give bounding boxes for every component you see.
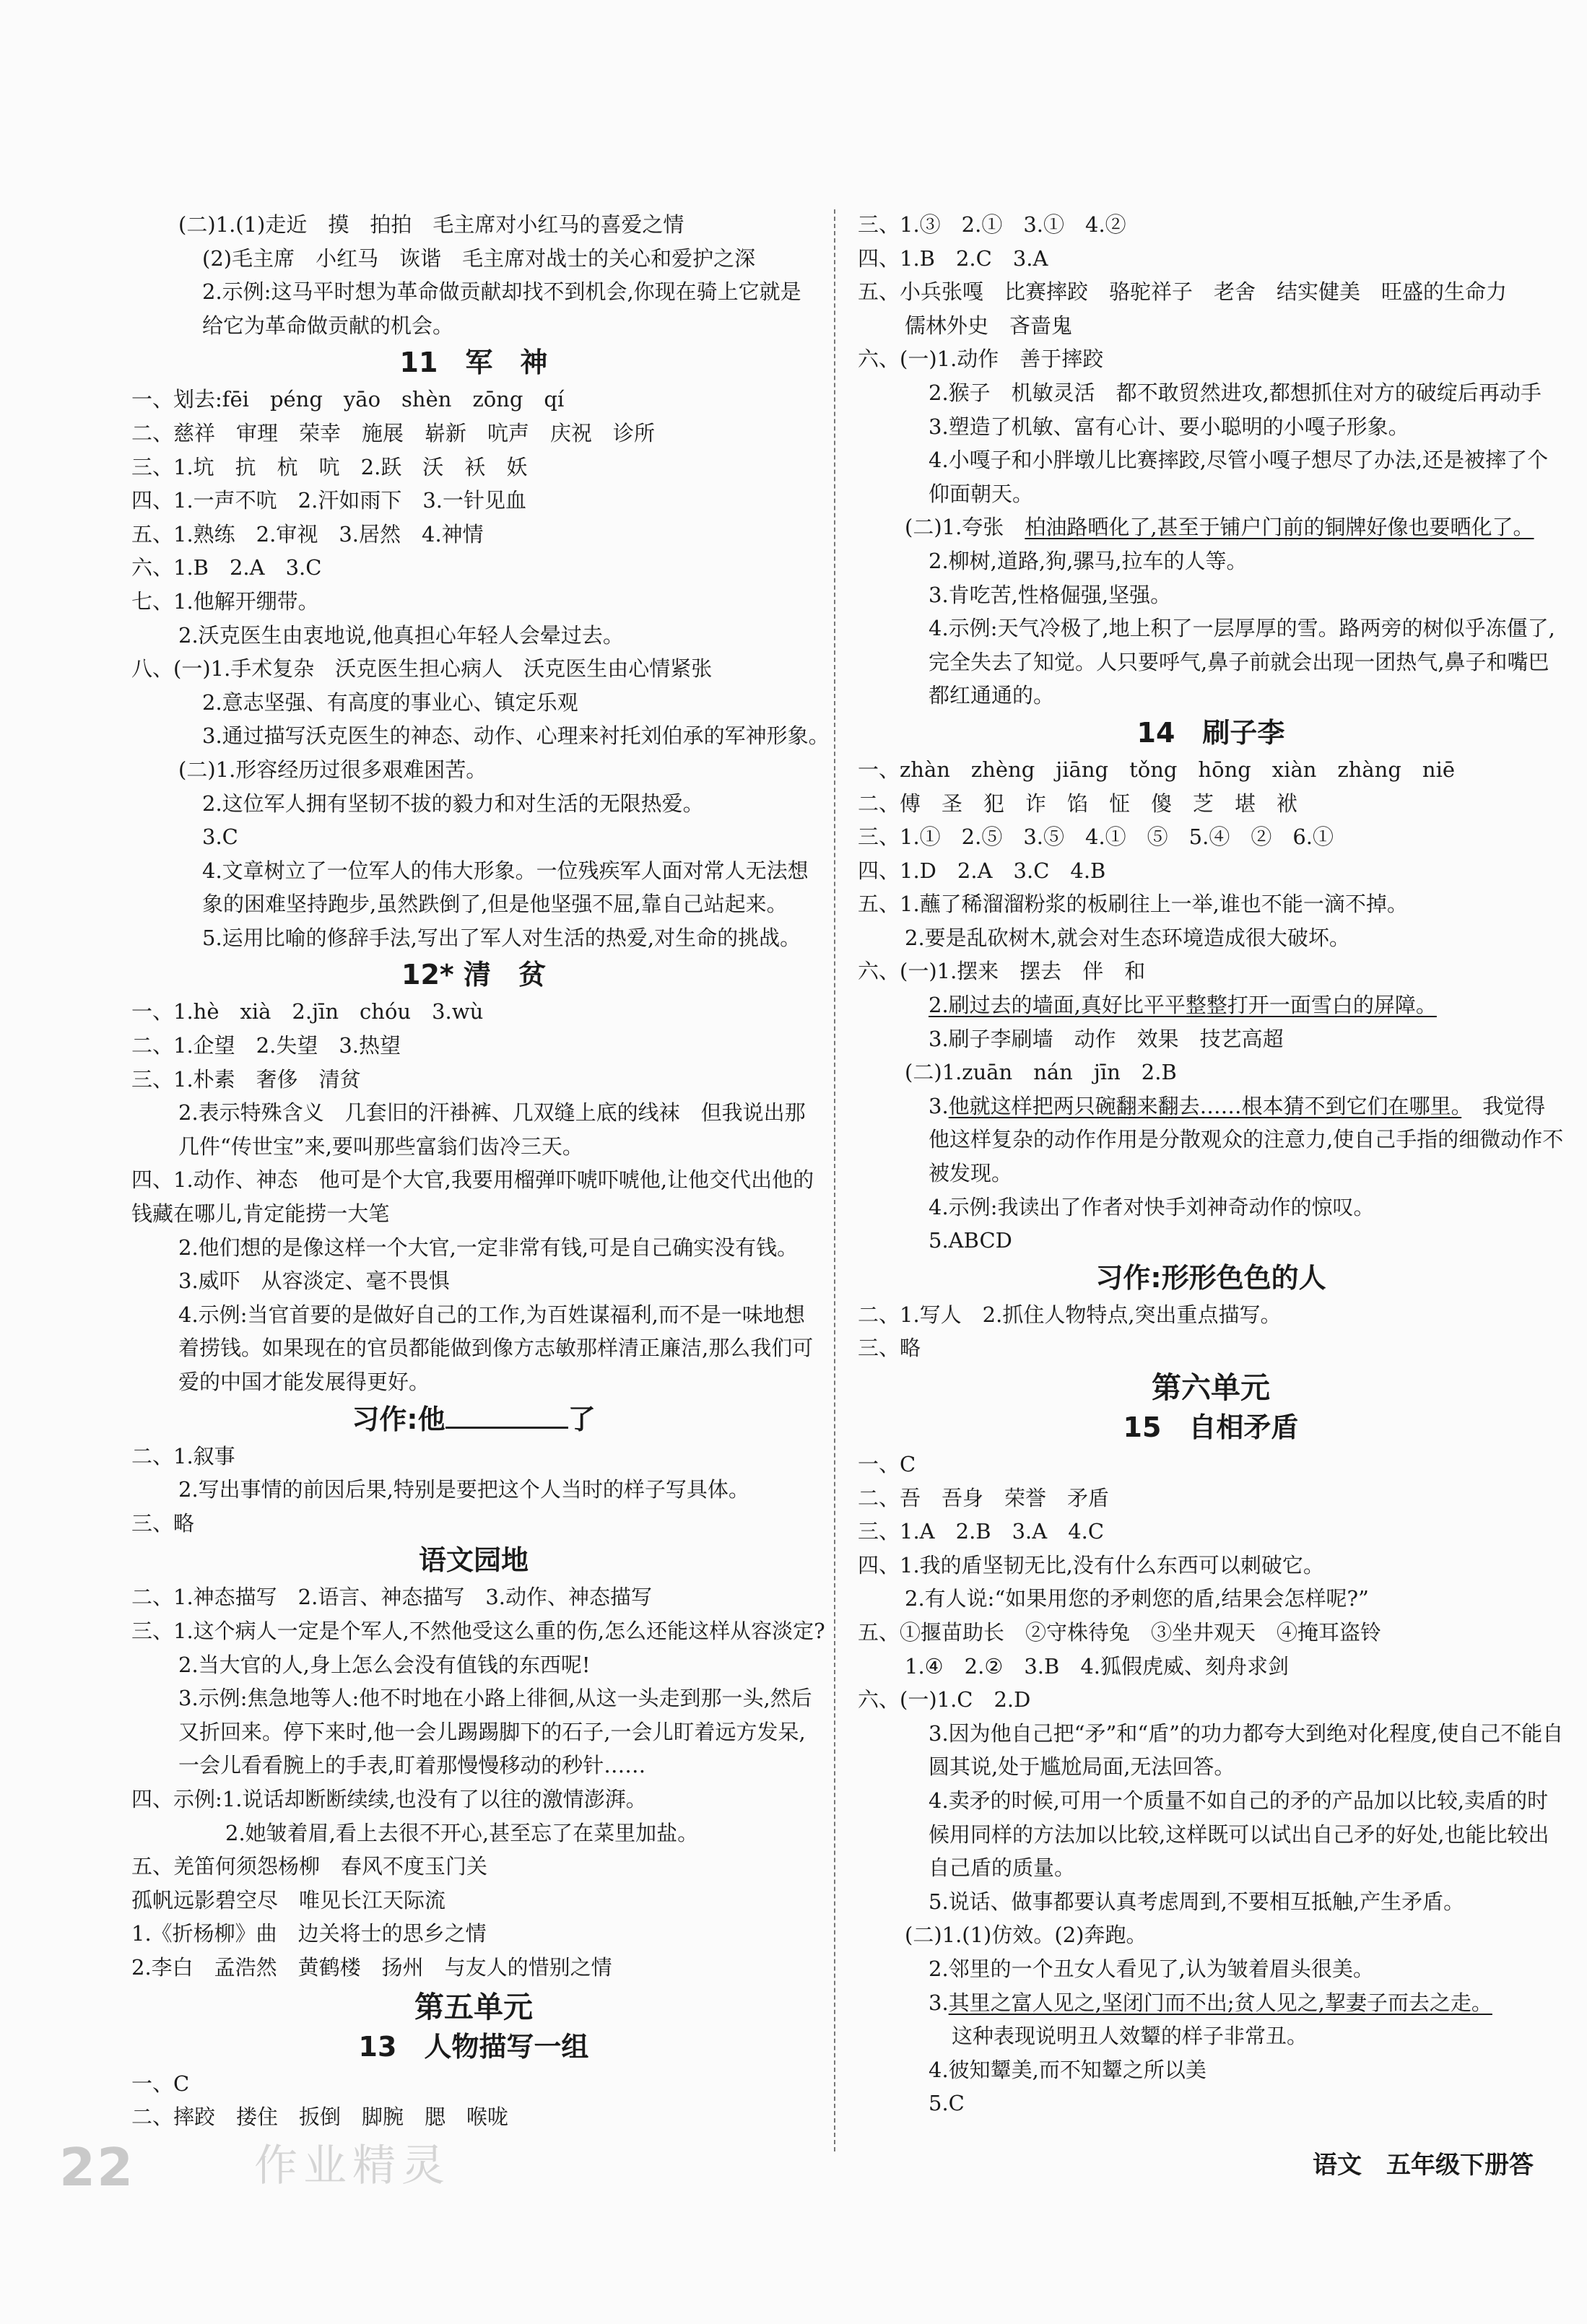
answer-text: :我读出了作者对快手刘神奇动作的惊叹。 — [990, 1194, 1375, 1219]
answer-line: 四、1.B 2.C 3.A — [858, 245, 1048, 271]
lesson-14-title: 14 刷子李 — [1136, 716, 1285, 749]
example-label: 示例 — [948, 1194, 991, 1219]
watermark: 作业精灵 — [254, 2141, 451, 2191]
answer-line — [131, 1783, 816, 1816]
answer-line: 2.柳树,道路,狗,骡马,拉车的人等。 — [929, 548, 1248, 573]
answer-line — [858, 1089, 1564, 1191]
answer-line: 五、1.熟练 2.审视 3.居然 4.神情 — [131, 521, 484, 547]
example-label: 示例 — [198, 1686, 240, 1711]
answer-text: :1.说话却断断续续,也没有了以往的激情澎湃。 — [215, 1786, 647, 1811]
lesson-11-title: 11 军 神 — [399, 347, 548, 379]
answer-line: 三、1.A 2.B 3.A 4.C — [858, 1519, 1105, 1544]
answer-line: 四、1.一声不吭 2.汗如雨下 3.一针见血 — [131, 488, 527, 513]
answer-line: 五、1.蘸了稀溜溜粉浆的板刷往上一举,谁也不能一滴不掉。 — [858, 892, 1408, 917]
answer-line: 1.④ 2.② 3.B 4.狐假虎威、刻舟求剑 — [905, 1653, 1289, 1679]
answer-line: 五、小兵张嘎 比赛摔跤 骆驼祥子 老舍 结实健美 旺盛的生命力 — [858, 279, 1508, 305]
answer-line: 四、1.我的盾坚韧无比,没有什么东西可以刺破它。 — [858, 1552, 1324, 1577]
answer-line: (二)1.形容经历过很多艰难困苦。 — [178, 757, 487, 782]
item-number: 四、 — [131, 1786, 174, 1811]
answer-line: 2.沃克医生由衷地说,他真担心年轻人会晕过去。 — [178, 622, 624, 648]
answer-text: (二)1.夸张 — [905, 515, 1025, 540]
answer-line: 4.卖矛的时候,可用一个质量不如自己的矛的产品加以比较,卖盾的时候用同样的方法加以比较,这样既可以试出自己矛的好处,也能比较出自己盾的质量。 — [929, 1788, 1549, 1881]
answer-line: 六、(一)1.摆来 摆去 伴 和 — [858, 959, 1146, 984]
answer-line: 三、略 — [858, 1336, 921, 1361]
lesson-13-title: 13 人物描写一组 — [358, 2030, 589, 2063]
answer-line: 5.C — [929, 2091, 965, 2116]
answer-line: 2.猴子 机敏灵活 都不敢贸然进攻,都想抓住对方的破绽后再动手 — [929, 380, 1542, 405]
answer-line: 五、①揠苗助长 ②守株待兔 ③坐井观天 ④掩耳盗铃 — [858, 1619, 1382, 1645]
answer-line: 2.意志坚强、有高度的事业心、镇定乐观 — [202, 689, 578, 715]
answer-text: :当官首要的是做好自己的工作,为百姓谋福利,而不是一味地想着捞钱。如果现在的官员都能做到像方志敏那样清正廉洁,那么我们可爱的中国才能发展得更好。 — [178, 1302, 814, 1394]
answer-line: 三、1.朴素 奢侈 清贫 — [131, 1066, 361, 1092]
answer-line — [858, 1191, 1564, 1224]
lesson-15-title: 15 自相矛盾 — [1123, 1411, 1299, 1443]
answer-line: 儒林外史 吝啬鬼 — [905, 313, 1073, 338]
answer-line — [131, 1681, 816, 1783]
answer-line: 二、1.叙事 — [131, 1443, 235, 1468]
example-label: 示例 — [198, 1302, 240, 1327]
answer-line: 2.有人说:“如果用您的矛刺您的盾,结果会怎样呢?” — [905, 1586, 1369, 1611]
answer-line: 七、1.他解开绷带。 — [131, 588, 319, 614]
item-number: 3. — [929, 1990, 949, 2015]
item-number: 4. — [929, 1194, 949, 1219]
answer-line: (二)1.(1)走近 摸 拍拍 毛主席对小红马的喜爱之情 — [178, 212, 684, 237]
answer-line: 2.这位军人拥有坚韧不拔的毅力和对生活的无限热爱。 — [202, 791, 704, 816]
answer-line: 1.《折杨柳》曲 边关将士的思乡之情 — [131, 1921, 487, 1946]
answer-line: 3.威吓 从容淡定、毫不畏惧 — [178, 1268, 450, 1294]
answer-line: 八、(一)1.手术复杂 沃克医生担心病人 沃克医生由心情紧张 — [131, 656, 713, 682]
answer-line: 三、1.③ 2.① 3.① 4.② — [858, 212, 1126, 237]
answer-line: 四、1.动作、神态 他可是个大官,我要用榴弹吓唬吓唬他,让他交代出他的钱藏在哪儿,肯定能捞一大笔 — [131, 1167, 814, 1227]
item-number: 4. — [929, 616, 949, 641]
answer-line: 孤帆远影碧空尽 唯见长江天际流 — [131, 1887, 446, 1912]
language-garden-title: 语文园地 — [418, 1544, 529, 1577]
answer-text: :焦急地等人:他不时地在小路上徘徊,从这一头走到那一头,然后又折回来。停下来时,他一会儿踢踢脚下的石子,一会儿盯着远方发呆,一会儿看看腕上的手表,盯着那慢慢移动的秒针…… — [178, 1686, 812, 1778]
answer-line: 3.塑造了机敏、富有心计、要小聪明的小嘎子形象。 — [929, 414, 1409, 439]
answer-line — [858, 1986, 1564, 2020]
answer-line: 一、zhàn zhèng jiāng tǒng hōng xiàn zhàng niē — [858, 757, 1456, 782]
item-number: 3. — [178, 1686, 199, 1711]
answer-line: 2.他们想的是像这样一个大官,一定非常有钱,可是自己确实没有钱。 — [178, 1235, 799, 1260]
unit-5-title: 第五单元 — [414, 1989, 533, 2024]
underlined-sentence: 柏油路晒化了,甚至于铺户门前的铜牌好像也要晒化了。 — [1025, 515, 1534, 540]
answer-line: 3.通过描写沃克医生的神态、动作、心理来衬托刘伯承的军神形象。 — [202, 723, 830, 749]
answer-line — [858, 612, 1564, 713]
answer-line: (2)毛主席 小红马 诙谐 毛主席对战士的关心和爱护之深 — [202, 245, 756, 271]
answer-text: :天气冷极了,地上积了一层厚厚的雪。路两旁的树似乎冻僵了,完全失去了知觉。人只要呼气,鼻子前就会出现一团热气,鼻子和嘴巴都红通通的。 — [929, 616, 1555, 708]
answer-line: 五、羌笛何须怨杨柳 春风不度玉门关 — [131, 1854, 488, 1879]
answer-line: 四、1.D 2.A 3.C 4.B — [858, 858, 1106, 883]
answer-line: 三、1.① 2.⑤ 3.⑤ 4.① ⑤ 5.④ ② 6.① — [858, 824, 1334, 850]
writing-title: 习作:他 了 — [352, 1403, 596, 1435]
lesson-12-title: 12* 清 贫 — [401, 959, 546, 991]
answer-line: 4.文章树立了一位军人的伟大形象。一位残疾军人面对常人无法想象的困难坚持跑步,虽然跌倒了,但是他坚强不屈,靠自己站起来。 — [202, 858, 809, 917]
answer-line: 二、1.写人 2.抓住人物特点,突出重点描写。 — [858, 1302, 1282, 1327]
answer-line: 二、1.神态描写 2.语言、神态描写 3.动作、神态描写 — [131, 1585, 653, 1610]
answer-line: 3.因为他自己把“矛”和“盾”的功力都夸大到绝对化程度,使自己不能自圆其说,处于尴尬局面,无法回答。 — [929, 1720, 1564, 1780]
example-label: 示例 — [222, 279, 264, 305]
answer-line: 二、1.企望 2.失望 3.热望 — [131, 1033, 401, 1058]
answer-line: 二、吾 吾身 荣誉 矛盾 — [858, 1485, 1110, 1510]
answer-line: 5.运用比喻的修辞手法,写出了军人对生活的热爱,对生命的挑战。 — [202, 925, 801, 950]
answer-line: 一、C — [858, 1452, 916, 1476]
answer-line: 4.彼知颦美,而不知颦之所以美 — [929, 2057, 1206, 2082]
right-column — [858, 208, 1564, 2120]
answer-line: (二)1.zuān nán jīn 2.B — [905, 1060, 1177, 1085]
answer-text: 我觉得他这样复杂的动作作用是分散观众的注意力,使自己手指的细微动作不被发现。 — [929, 1093, 1564, 1186]
writing-title: 习作:形形色色的人 — [1095, 1261, 1326, 1294]
example-label: 示例 — [948, 616, 991, 641]
answer-line: 5.说话、做事都要认真考虑周到,不要相互抵触,产生矛盾。 — [929, 1889, 1465, 1914]
example-label: 示例 — [173, 1786, 216, 1811]
underlined-sentence: 其里之富人见之,坚闭门而不出;贫人见之,挈妻子而去之走。 — [948, 1990, 1492, 2015]
answer-text: :这马平时想为革命做贡献却找不到机会,你现在骑上它就是给它为革命做贡献的机会。 — [202, 279, 801, 338]
title-blank — [445, 1405, 568, 1429]
answer-line — [131, 275, 816, 342]
answer-line: 2.要是乱砍树木,就会对生态环境造成很大破坏。 — [905, 925, 1350, 950]
page-number: 22 — [59, 2137, 135, 2198]
answer-line: 三、1.这个病人一定是个军人,不然他受这么重的伤,怎么还能这样从容淡定? — [131, 1618, 825, 1643]
answer-line: 二、摔跤 搂住 扳倒 脚腕 腮 喉咙 — [131, 2105, 509, 2130]
answer-line: 六、(一)1.C 2.D — [858, 1687, 1031, 1712]
answer-line: 3.刷子李刷墙 动作 效果 技艺高超 — [929, 1026, 1284, 1051]
left-column — [131, 208, 830, 2134]
answer-line: 二、慈祥 审理 荣幸 施展 崭新 吭声 庆祝 诊所 — [131, 420, 656, 445]
answer-line: 2.邻里的一个丑女人看见了,认为皱着眉头很美。 — [929, 1956, 1374, 1981]
footer-label: 语文 五年级下册答 — [1313, 2151, 1534, 2180]
item-number: 2. — [202, 279, 222, 305]
item-number: 4. — [178, 1302, 199, 1327]
answer-line: 一、C — [131, 2071, 190, 2096]
answer-line: 2.当大官的人,身上怎么会没有值钱的东西呢! — [178, 1652, 591, 1677]
item-number: 3. — [929, 1093, 949, 1118]
answer-line: 2.李白 孟浩然 黄鹤楼 扬州 与友人的惜别之情 — [131, 1954, 612, 1980]
answer-line: 2.写出事情的前因后果,特别是要把这个人当时的样子写具体。 — [178, 1477, 749, 1502]
answer-line: 一、划去:fēi péng yāo shèn zōng qí — [131, 387, 565, 412]
answer-line: 2.她皱着眉,看上去很不开心,甚至忘了在菜里加盐。 — [225, 1820, 699, 1845]
answer-line: 一、1.hè xià 2.jīn chóu 3.wù — [131, 999, 484, 1024]
answer-line: 这种表现说明丑人效颦的样子非常丑。 — [952, 2024, 1308, 2049]
answer-line: 六、(一)1.动作 善于摔跤 — [858, 347, 1104, 372]
column-divider — [834, 209, 835, 2151]
answer-line: 2.刷过去的墙面,真好比平平整整打开一面雪白的屏障。 — [929, 993, 1437, 1018]
underlined-sentence: 他就这样把两只碗翻来翻去……根本猜不到它们在哪里。 — [948, 1093, 1462, 1118]
answer-line: 三、略 — [131, 1510, 195, 1536]
answer-line: 二、傅 圣 犯 诈 馅 怔 傻 芝 堪 袱 — [858, 791, 1298, 816]
answer-line — [858, 510, 1564, 544]
answer-line: 六、1.B 2.A 3.C — [131, 555, 322, 580]
answer-line: 4.小嘎子和小胖墩儿比赛摔跤,尽管小嘎子想尽了办法,还是被摔了个仰面朝天。 — [929, 448, 1549, 506]
unit-6-title: 第六单元 — [1152, 1370, 1270, 1405]
answer-line: 3.肯吃苦,性格倔强,坚强。 — [929, 582, 1172, 607]
answer-line: (二)1.(1)仿效。(2)奔跑。 — [905, 1923, 1147, 1948]
answer-line — [131, 1298, 816, 1399]
answer-line: 5.ABCD — [929, 1228, 1012, 1253]
answer-line: 2.表示特殊含义 几套旧的汗褂裤、几双缝上底的线袜 但我说出那几件“传世宝”来,要叫那些富翁们齿冷三天。 — [178, 1100, 806, 1159]
answer-line: 三、1.坑 抗 杭 吭 2.跃 沃 袄 妖 — [131, 454, 528, 479]
answer-line: 3.C — [202, 824, 238, 850]
